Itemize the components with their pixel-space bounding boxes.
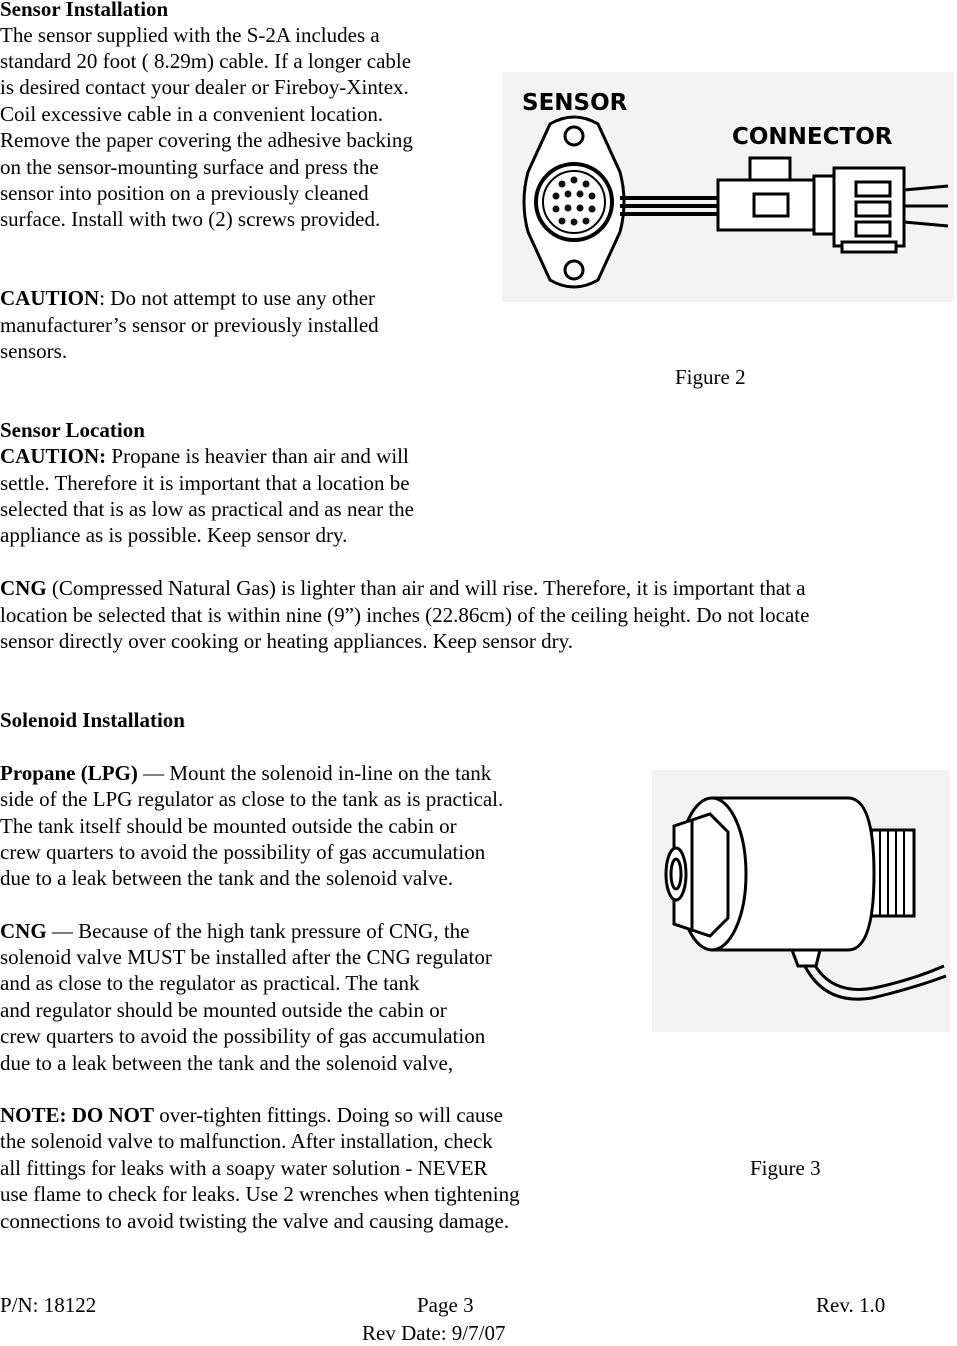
paragraph-line: due to a leak between the tank and the solenoid valve.	[0, 866, 454, 890]
paragraph-line: use flame to check for leaks. Use 2 wrenches when tightening	[0, 1182, 520, 1206]
figure-2-sensor-connector-illustration	[502, 72, 954, 302]
paragraph-line	[0, 575, 806, 601]
propane-label: Propane (LPG)	[0, 761, 138, 785]
note-label: NOTE: DO NOT	[0, 1103, 155, 1127]
paragraph-line: and regulator should be mounted outside the cabin or	[0, 998, 447, 1022]
caution-label: CAUTION:	[0, 444, 107, 468]
paragraph-text: — Because of the high tank pressure of CNG, the	[46, 919, 470, 943]
solenoid-installation-heading: Solenoid Installation	[0, 708, 185, 732]
caution-label: CAUTION	[0, 286, 100, 310]
caution-line: manufacturer’s sensor or previously installed	[0, 313, 379, 337]
figure-3-solenoid-valve-illustration	[652, 770, 950, 1032]
paragraph-text: (Compressed Natural Gas) is lighter than air and will rise. Therefore, it is important that a	[46, 576, 806, 600]
paragraph-line: solenoid valve MUST be installed after the CNG regulator	[0, 945, 492, 969]
paragraph-line	[0, 918, 469, 944]
footer-part-number: P/N: 18122	[0, 1293, 97, 1317]
caution-line: sensors.	[0, 339, 68, 363]
paragraph-text: over-tighten fittings. Doing so will cause	[154, 1103, 503, 1127]
paragraph-line: and as close to the regulator as practical. The tank	[0, 971, 420, 995]
paragraph-line: due to a leak between the tank and the solenoid valve,	[0, 1051, 454, 1075]
paragraph-line: standard 20 foot ( 8.29m) cable. If a longer cable	[0, 49, 412, 73]
paragraph-line: settle. Therefore it is important that a location be	[0, 471, 410, 495]
paragraph-line: crew quarters to avoid the possibility of gas accumulation	[0, 1024, 486, 1048]
sensor-installation-heading: Sensor Installation	[0, 0, 169, 21]
paragraph-line: all fittings for leaks with a soapy water solution - NEVER	[0, 1156, 488, 1180]
paragraph-line	[0, 443, 409, 469]
paragraph-line: sensor directly over cooking or heating appliances. Keep sensor dry.	[0, 629, 574, 653]
paragraph-line: is desired contact your dealer or Fireboy-Xintex.	[0, 75, 409, 99]
paragraph-text: — Mount the solenoid in-line on the tank	[137, 761, 492, 785]
paragraph-line: selected that is as low as practical and as near the	[0, 497, 414, 521]
paragraph-text: Propane is heavier than air and will	[106, 444, 409, 468]
figure-2-caption: Figure 2	[675, 365, 746, 389]
paragraph-line: Coil excessive cable in a convenient location.	[0, 102, 384, 126]
figure-3-caption: Figure 3	[750, 1156, 821, 1180]
paragraph-line: sensor into position on a previously cleaned	[0, 181, 369, 205]
caution-line	[0, 285, 375, 311]
paragraph-line: surface. Install with two (2) screws provided.	[0, 207, 381, 231]
paragraph-line: appliance as is possible. Keep sensor dry.	[0, 523, 348, 547]
footer-page-number: Page 3	[417, 1293, 474, 1317]
connector-label: CONNECTOR	[732, 124, 893, 150]
paragraph-line: Remove the paper covering the adhesive backing	[0, 128, 413, 152]
footer-rev-date: Rev Date: 9/7/07	[362, 1321, 506, 1345]
paragraph-line: on the sensor-mounting surface and press the	[0, 155, 379, 179]
paragraph-line: location be selected that is within nine (9”) inches (22.86cm) of the ceiling height. Do not locate	[0, 603, 810, 627]
paragraph-line: connections to avoid twisting the valve and causing damage.	[0, 1209, 510, 1233]
cng-label: CNG	[0, 919, 47, 943]
cng-label: CNG	[0, 576, 47, 600]
paragraph-line: The tank itself should be mounted outside the cabin or	[0, 814, 457, 838]
paragraph-line: side of the LPG regulator as close to the tank as is practical.	[0, 787, 504, 811]
caution-text: : Do not attempt to use any other	[99, 286, 376, 310]
sensor-label: SENSOR	[522, 90, 628, 116]
footer-revision: Rev. 1.0	[816, 1293, 886, 1317]
paragraph-line	[0, 1102, 503, 1128]
paragraph-line: The sensor supplied with the S-2A includes a	[0, 23, 380, 47]
paragraph-line	[0, 760, 491, 786]
paragraph-line: crew quarters to avoid the possibility of gas accumulation	[0, 840, 486, 864]
paragraph-line: the solenoid valve to malfunction. After installation, check	[0, 1129, 493, 1153]
sensor-location-heading: Sensor Location	[0, 418, 145, 442]
